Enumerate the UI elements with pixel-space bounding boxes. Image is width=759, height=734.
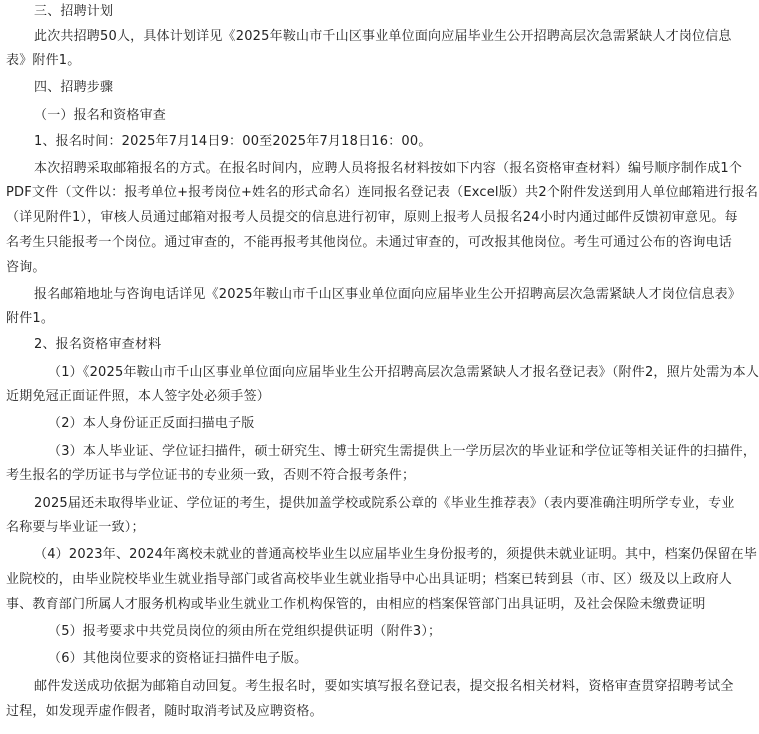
- paragraph-line: 考生报名的学历证书与学位证书的专业须一致，否则不符合报考条件；: [6, 468, 416, 483]
- paragraph-line: 报名邮箱地址与咨询电话详见《2025年鞍山市千山区事业单位面向应届毕业生公开招聘高层次急需紧缺人才岗位信息表》: [34, 287, 742, 302]
- subsection-heading: （一）报名和资格审查: [34, 108, 167, 123]
- list-item: （4）2023年、2024年离校未就业的普通高校毕业生以应届毕业生身份报考的，须提供未就业证明。其中，档案仍保留在毕: [34, 547, 758, 562]
- paragraph-line: 近期免冠正面证件照，本人签字处必须手签）: [6, 389, 271, 404]
- paragraph-line: （详见附件1），审核人员通过邮箱对报考人员提交的信息进行初审，原则上报考人员报名24小时内通过邮件反馈初审意见。每: [6, 210, 738, 225]
- paragraph-line: 2025届还未取得毕业证、学位证的考生，提供加盖学校或院系公章的《毕业生推荐表》（表内要准确注明所学专业，专业: [34, 496, 735, 511]
- paragraph-line: 过程，如发现弄虚作假者，随时取消考试及应聘资格。: [6, 704, 323, 719]
- paragraph-line: 咨询。: [6, 260, 46, 275]
- paragraph-line: 名称要与毕业证一致）；: [6, 520, 145, 535]
- paragraph-line: PDF文件（文件以：报考单位+报考岗位+姓名的形式命名）连同报名登记表（Excel版）共2个附件发送到用人单位邮箱进行报名: [6, 185, 759, 200]
- list-item: （3）本人毕业证、学位证扫描件，硕士研究生、博士研究生需提供上一学历层次的毕业证和学位证等相关证件的扫描件，: [48, 444, 757, 459]
- subsection-heading: 2、报名资格审查材料: [34, 337, 162, 352]
- paragraph-line: 事、教育部门所属人才服务机构或毕业生就业工作机构保管的，由相应的档案保管部门出具证明，及社会保险未缴费证明: [6, 597, 706, 612]
- section-heading-steps: 四、招聘步骤: [34, 80, 114, 95]
- paragraph-line: 附件1。: [6, 311, 55, 326]
- paragraph-line: 业院校的，由毕业院校毕业生就业指导部门或省高校毕业生就业指导中心出具证明；档案已转到县（市、区）级及以上政府人: [6, 572, 733, 587]
- list-item: （6）其他岗位要求的资格证扫描件电子版。: [48, 651, 308, 666]
- paragraph-line: 邮件发送成功依据为邮箱自动回复。考生报名时，要如实填写报名登记表，提交报名相关材料，资格审查贯穿招聘考试全: [34, 679, 734, 694]
- list-item: （5）报考要求中共党员岗位的须由所在党组织提供证明（附件3）；: [48, 624, 442, 639]
- paragraph-line: 1、报名时间：2025年7月14日9：00至2025年7月18日16：00。: [34, 134, 432, 149]
- paragraph-line: 此次共招聘50人，具体计划详见《2025年鞍山市千山区事业单位面向应届毕业生公开招聘高层次急需紧缺人才岗位信息: [34, 29, 732, 44]
- list-item: （2）本人身份证正反面扫描电子版: [48, 416, 255, 431]
- paragraph-line: 表》附件1。: [6, 53, 81, 68]
- paragraph-line: 名考生只能报考一个岗位。通过审查的，不能再报考其他岗位。未通过审查的，可改报其他岗位。考生可通过公布的咨询电话: [6, 235, 733, 250]
- section-heading-plan: 三、招聘计划: [34, 4, 114, 19]
- list-item: （1）《2025年鞍山市千山区事业单位面向应届毕业生公开招聘高层次急需紧缺人才报名登记表》（附件2，照片处需为本人: [48, 365, 759, 380]
- paragraph-line: 本次招聘采取邮箱报名的方式。在报名时间内，应聘人员将报名材料按如下内容（报名资格审查材料）编号顺序制作成1个: [34, 161, 743, 176]
